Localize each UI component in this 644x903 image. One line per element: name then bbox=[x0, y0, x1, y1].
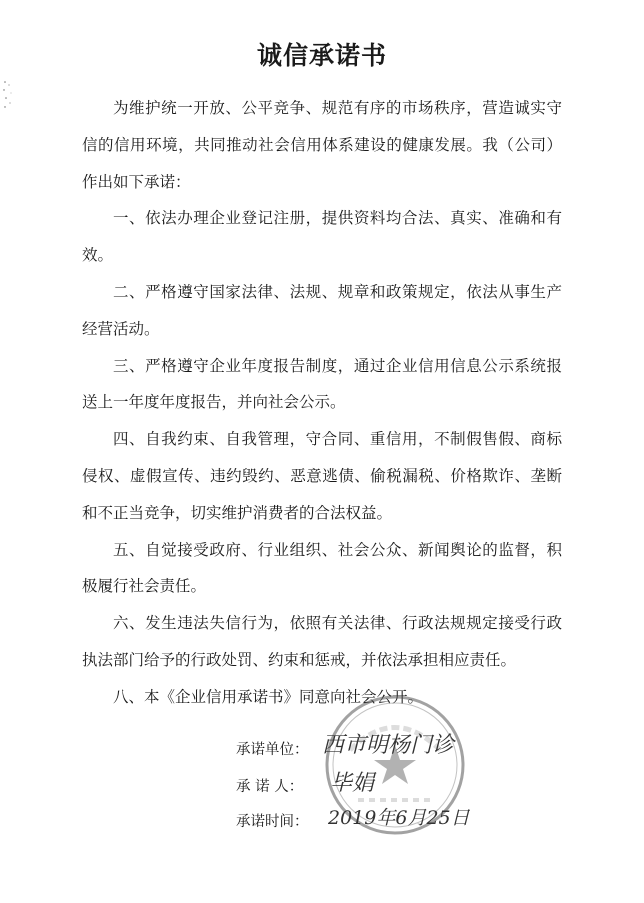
unit-handwritten: 西市明杨门诊 bbox=[322, 733, 455, 758]
intro-paragraph: 为维护统一开放、公平竞争、规范有序的市场秩序，营造诚实守信的信用环境，共同推动社会信用体系建设的健康发展。我（公司）作出如下承诺： bbox=[82, 99, 562, 191]
clause-6: 六、发生违法失信行为，依照有关法律、行政法规规定接受行政执法部门给予的行政处罚、约束和惩戒，并依法承担相应责任。 bbox=[82, 614, 562, 669]
signature-time-row bbox=[236, 810, 320, 831]
clause-2: 二、严格遵守国家法律、法规、规章和政策规定，依法从事生产经营活动。 bbox=[82, 282, 562, 338]
time-handwritten: 2019年6月25日 bbox=[328, 807, 470, 829]
clause-8: 八、本《企业信用承诺书》同意向社会公开。 bbox=[113, 687, 424, 706]
scan-speck bbox=[2, 78, 16, 112]
clause-1: 一、依法办理企业登记注册，提供资料均合法、真实、准确和有效。 bbox=[82, 209, 562, 265]
clause-3: 三、严格遵守企业年度报告制度，通过企业信用信息公示系统报送上一年度年度报告，并向社会公示。 bbox=[82, 356, 562, 412]
person-label: 承 诺 人： bbox=[236, 779, 304, 795]
clause-4: 四、自我约束、自我管理，守合同、重信用，不制假售假、商标侵权、虚假宣传、违约毁约、恶意逃债、偷税漏税、价格欺诈、垄断和不正当竞争，切实维护消费者的合法权益。 bbox=[82, 430, 562, 522]
unit-label: 承诺单位： bbox=[236, 742, 309, 758]
person-handwritten: 毕娟 bbox=[330, 771, 375, 796]
signature-person-row bbox=[236, 775, 320, 796]
signature-unit-row bbox=[236, 738, 320, 759]
time-label: 承诺时间： bbox=[236, 814, 309, 830]
clause-5: 五、自觉接受政府、行业组织、社会公众、新闻舆论的监督，积极履行社会责任。 bbox=[82, 540, 562, 596]
document-body bbox=[82, 90, 562, 716]
document-title: 诚信承诺书 bbox=[256, 41, 387, 70]
